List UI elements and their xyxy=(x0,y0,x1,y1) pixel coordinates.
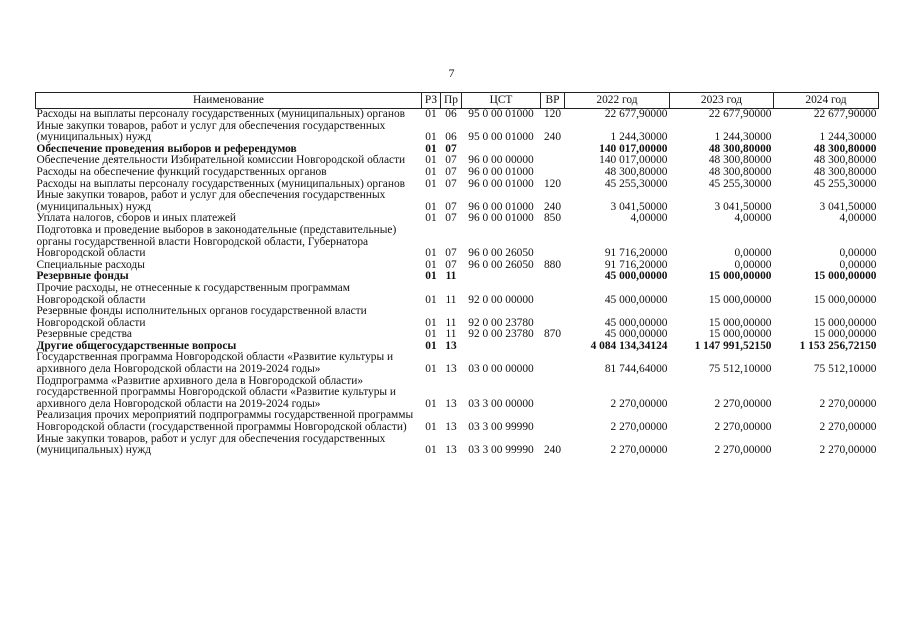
cell-pr: 06 xyxy=(445,131,457,144)
cell-2022: 1 244,30000 xyxy=(610,131,668,144)
cell-2024: 3 041,50000 xyxy=(819,200,877,213)
cell-2024: 4,00000 xyxy=(839,212,877,225)
cell-vr xyxy=(541,341,565,353)
cell-2024: 22 677,90000 xyxy=(813,108,877,120)
cell-cst: 92 0 00 00000 xyxy=(468,293,534,306)
cell-name: Резервные фонды исполнительных органов государственной власти Новгородской области xyxy=(36,305,367,329)
cell-2024: 48 300,80000 xyxy=(813,165,877,178)
cell-pr: 13 xyxy=(445,397,457,410)
cell-2023: 48 300,80000 xyxy=(708,154,772,167)
cell-rz: 01 xyxy=(425,131,437,144)
cell-2024: 45 255,30000 xyxy=(813,177,877,190)
cell-rz: 01 xyxy=(425,177,437,190)
cell-rz: 01 xyxy=(425,363,437,376)
cell-2022: 2 270,00000 xyxy=(610,444,668,457)
cell-pr: 13 xyxy=(445,363,457,376)
cell-vr xyxy=(541,306,565,329)
cell-pr: 11 xyxy=(445,270,457,283)
cell-cst: 92 0 00 23780 xyxy=(468,316,534,329)
cell-rz: 01 xyxy=(425,247,437,260)
table-row xyxy=(36,190,879,213)
cell-pr: 07 xyxy=(445,247,457,260)
cell-vr xyxy=(541,271,565,283)
cell-name: Реализация прочих мероприятий подпрограммы государственной программы Новгородской области (государственной программы Новгородской области) xyxy=(36,409,414,434)
cell-rz: 01 xyxy=(425,212,437,225)
cell-name: Расходы на выплаты персоналу государственных (муниципальных) органов xyxy=(36,108,406,120)
cell-pr: 11 xyxy=(445,293,457,306)
cell-2023: 48 300,80000 xyxy=(708,165,772,178)
cell-vr xyxy=(541,283,565,306)
cell-cst: 96 0 00 26050 xyxy=(468,258,534,271)
cell-vr: 120 xyxy=(543,177,562,190)
cell-rz: 01 xyxy=(425,142,437,155)
cell-rz: 01 xyxy=(425,108,437,120)
cell-pr: 13 xyxy=(445,421,457,434)
cell-2024: 15 000,00000 xyxy=(813,316,877,329)
cell-cst: 96 0 00 01000 xyxy=(468,165,534,178)
cell-2022: 91 716,20000 xyxy=(604,247,668,260)
cell-cst: 96 0 00 01000 xyxy=(468,212,534,225)
cell-2022: 45 255,30000 xyxy=(604,177,668,190)
cell-2022: 91 716,20000 xyxy=(604,258,668,271)
cell-rz: 01 xyxy=(425,258,437,271)
cell-name: Резервные средства xyxy=(36,328,132,341)
table-row xyxy=(36,376,879,411)
cell-rz: 01 xyxy=(425,165,437,178)
header-vr: ВР xyxy=(541,93,565,109)
page-number: 7 xyxy=(448,66,455,80)
cell-pr: 07 xyxy=(445,165,457,178)
cell-pr: 07 xyxy=(445,154,457,167)
cell-cst xyxy=(462,271,541,283)
cell-rz: 01 xyxy=(425,339,437,352)
cell-cst: 95 0 00 01000 xyxy=(468,108,534,120)
cell-cst: 03 3 00 00000 xyxy=(468,397,534,410)
cell-rz: 01 xyxy=(425,397,437,410)
cell-pr: 07 xyxy=(445,212,457,225)
cell-2023: 48 300,80000 xyxy=(708,142,772,155)
cell-cst xyxy=(462,341,541,353)
cell-pr: 07 xyxy=(445,200,457,213)
cell-pr: 07 xyxy=(445,258,457,271)
table-row xyxy=(36,306,879,329)
cell-pr: 07 xyxy=(445,142,457,155)
cell-2024: 1 153 256,72150 xyxy=(799,339,877,352)
cell-vr xyxy=(541,167,565,179)
table-row xyxy=(36,434,879,457)
cell-rz: 01 xyxy=(425,316,437,329)
cell-name: Иные закупки товаров, работ и услуг для обеспечения государственных (муниципальных) нужд xyxy=(36,189,386,213)
cell-pr: 11 xyxy=(445,328,457,341)
cell-2022: 3 041,50000 xyxy=(610,200,668,213)
table-body xyxy=(36,109,879,457)
cell-vr xyxy=(541,155,565,167)
cell-2022: 4 084 134,34124 xyxy=(590,339,668,352)
cell-vr: 870 xyxy=(543,328,562,341)
budget-table xyxy=(35,92,879,457)
cell-2023: 0,00000 xyxy=(734,258,772,271)
cell-2023: 1 147 991,52150 xyxy=(694,339,772,352)
cell-2022: 140 017,00000 xyxy=(599,154,668,167)
table-row xyxy=(36,225,879,260)
header-2022: 2022 год xyxy=(565,93,670,109)
cell-2022: 45 000,00000 xyxy=(604,270,668,283)
cell-2023: 15 000,00000 xyxy=(708,270,772,283)
header-name: Наименование xyxy=(36,93,422,109)
cell-2024: 0,00000 xyxy=(839,258,877,271)
cell-2023: 75 512,10000 xyxy=(708,363,772,376)
cell-2023: 45 255,30000 xyxy=(708,177,772,190)
cell-pr: 07 xyxy=(445,177,457,190)
cell-2024: 48 300,80000 xyxy=(813,154,877,167)
cell-name: Уплата налогов, сборов и иных платежей xyxy=(36,212,236,225)
cell-rz: 01 xyxy=(425,154,437,167)
cell-name: Расходы на обеспечение функций государственных органов xyxy=(36,165,327,178)
cell-2022: 45 000,00000 xyxy=(604,293,668,306)
cell-vr: 850 xyxy=(543,212,562,225)
cell-2023: 15 000,00000 xyxy=(708,316,772,329)
cell-name: Другие общегосударственные вопросы xyxy=(36,339,237,352)
cell-vr xyxy=(541,144,565,156)
cell-2024: 2 270,00000 xyxy=(819,421,877,434)
cell-cst: 03 3 00 99990 xyxy=(468,421,534,434)
cell-vr xyxy=(541,352,565,375)
cell-2024: 48 300,80000 xyxy=(813,142,877,155)
header-rz: РЗ xyxy=(422,93,441,109)
cell-rz: 01 xyxy=(425,421,437,434)
cell-vr xyxy=(541,410,565,433)
cell-cst: 03 0 00 00000 xyxy=(468,363,534,376)
table-header xyxy=(36,93,879,109)
cell-rz: 01 xyxy=(425,328,437,341)
header-cst: ЦСТ xyxy=(462,93,541,109)
cell-cst: 96 0 00 26050 xyxy=(468,247,534,260)
cell-2023: 15 000,00000 xyxy=(708,328,772,341)
cell-rz: 01 xyxy=(425,270,437,283)
cell-2023: 0,00000 xyxy=(734,247,772,260)
cell-2024: 15 000,00000 xyxy=(813,328,877,341)
cell-cst: 96 0 00 01000 xyxy=(468,200,534,213)
table-row xyxy=(36,109,879,121)
cell-vr: 120 xyxy=(543,108,562,120)
cell-2024: 75 512,10000 xyxy=(813,363,877,376)
cell-vr: 880 xyxy=(543,258,562,271)
header-pr: Пр xyxy=(441,93,462,109)
cell-cst: 03 3 00 99990 xyxy=(468,444,534,457)
cell-rz: 01 xyxy=(425,200,437,213)
cell-2022: 81 744,64000 xyxy=(604,363,668,376)
cell-name: Прочие расходы, не отнесенные к государственным программам Новгородской области xyxy=(36,281,350,306)
cell-vr: 240 xyxy=(543,131,562,144)
cell-2024: 1 244,30000 xyxy=(819,131,877,144)
cell-2024: 2 270,00000 xyxy=(819,397,877,410)
cell-name: Обеспечение деятельности Избирательной комиссии Новгородской области xyxy=(36,154,406,167)
cell-2023: 1 244,30000 xyxy=(714,131,772,144)
cell-vr: 240 xyxy=(543,200,562,213)
table-row xyxy=(36,410,879,433)
cell-name: Иные закупки товаров, работ и услуг для обеспечения государственных (муниципальных) нужд xyxy=(36,432,386,457)
cell-2023: 2 270,00000 xyxy=(714,444,772,457)
cell-pr: 11 xyxy=(445,316,457,329)
cell-vr: 240 xyxy=(543,444,562,457)
cell-2023: 15 000,00000 xyxy=(708,293,772,306)
cell-name: Государственная программа Новгородской области «Развитие культуры и архивного дела Новгородской области на 2019-2024 годы» xyxy=(36,351,394,376)
cell-2024: 15 000,00000 xyxy=(813,293,877,306)
cell-cst: 95 0 00 01000 xyxy=(468,131,534,144)
cell-2023: 2 270,00000 xyxy=(714,421,772,434)
cell-2024: 0,00000 xyxy=(839,247,877,260)
cell-cst: 96 0 00 00000 xyxy=(468,154,534,167)
cell-cst: 96 0 00 01000 xyxy=(468,177,534,190)
cell-2022: 2 270,00000 xyxy=(610,421,668,434)
table-row xyxy=(36,283,879,306)
cell-cst: 92 0 00 23780 xyxy=(468,328,534,341)
cell-name: Обеспечение проведения выборов и референдумов xyxy=(36,142,297,155)
table-row xyxy=(36,121,879,144)
cell-pr: 13 xyxy=(445,339,457,352)
cell-2023: 4,00000 xyxy=(734,212,772,225)
cell-vr xyxy=(541,376,565,411)
cell-2022: 140 017,00000 xyxy=(599,142,668,155)
cell-name: Иные закупки товаров, работ и услуг для обеспечения государственных (муниципальных) нужд xyxy=(36,119,386,144)
cell-2022: 22 677,90000 xyxy=(604,108,668,120)
table-row xyxy=(36,167,879,179)
cell-name: Специальные расходы xyxy=(36,258,145,271)
cell-2022: 48 300,80000 xyxy=(604,165,668,178)
cell-2022: 2 270,00000 xyxy=(610,397,668,410)
cell-vr xyxy=(541,225,565,260)
cell-2023: 2 270,00000 xyxy=(714,397,772,410)
cell-pr: 13 xyxy=(445,444,457,457)
cell-rz: 01 xyxy=(425,444,437,457)
cell-2022: 45 000,00000 xyxy=(604,316,668,329)
cell-name: Подготовка и проведение выборов в законодательные (представительные) органы государственной власти Новгородской области, Губернатора Новгородской области xyxy=(36,223,397,260)
cell-pr: 06 xyxy=(445,108,457,120)
cell-2023: 3 041,50000 xyxy=(714,200,772,213)
cell-name: Расходы на выплаты персоналу государственных (муниципальных) органов xyxy=(36,177,406,190)
cell-2022: 45 000,00000 xyxy=(604,328,668,341)
cell-name: Резервные фонды xyxy=(36,270,129,283)
header-2024: 2024 год xyxy=(774,93,879,109)
cell-name: Подпрограмма «Развитие архивного дела в Новгородской области» государственной программы Новгородской области «Развитие культуры и архивного дела Новгородской области на 2019-2024 годы» xyxy=(36,374,397,410)
cell-2024: 15 000,00000 xyxy=(813,270,877,283)
cell-2022: 4,00000 xyxy=(630,212,668,225)
cell-2024: 2 270,00000 xyxy=(819,444,877,457)
table-row xyxy=(36,352,879,375)
cell-rz: 01 xyxy=(425,293,437,306)
cell-2023: 22 677,90000 xyxy=(708,108,772,120)
header-2023: 2023 год xyxy=(670,93,774,109)
